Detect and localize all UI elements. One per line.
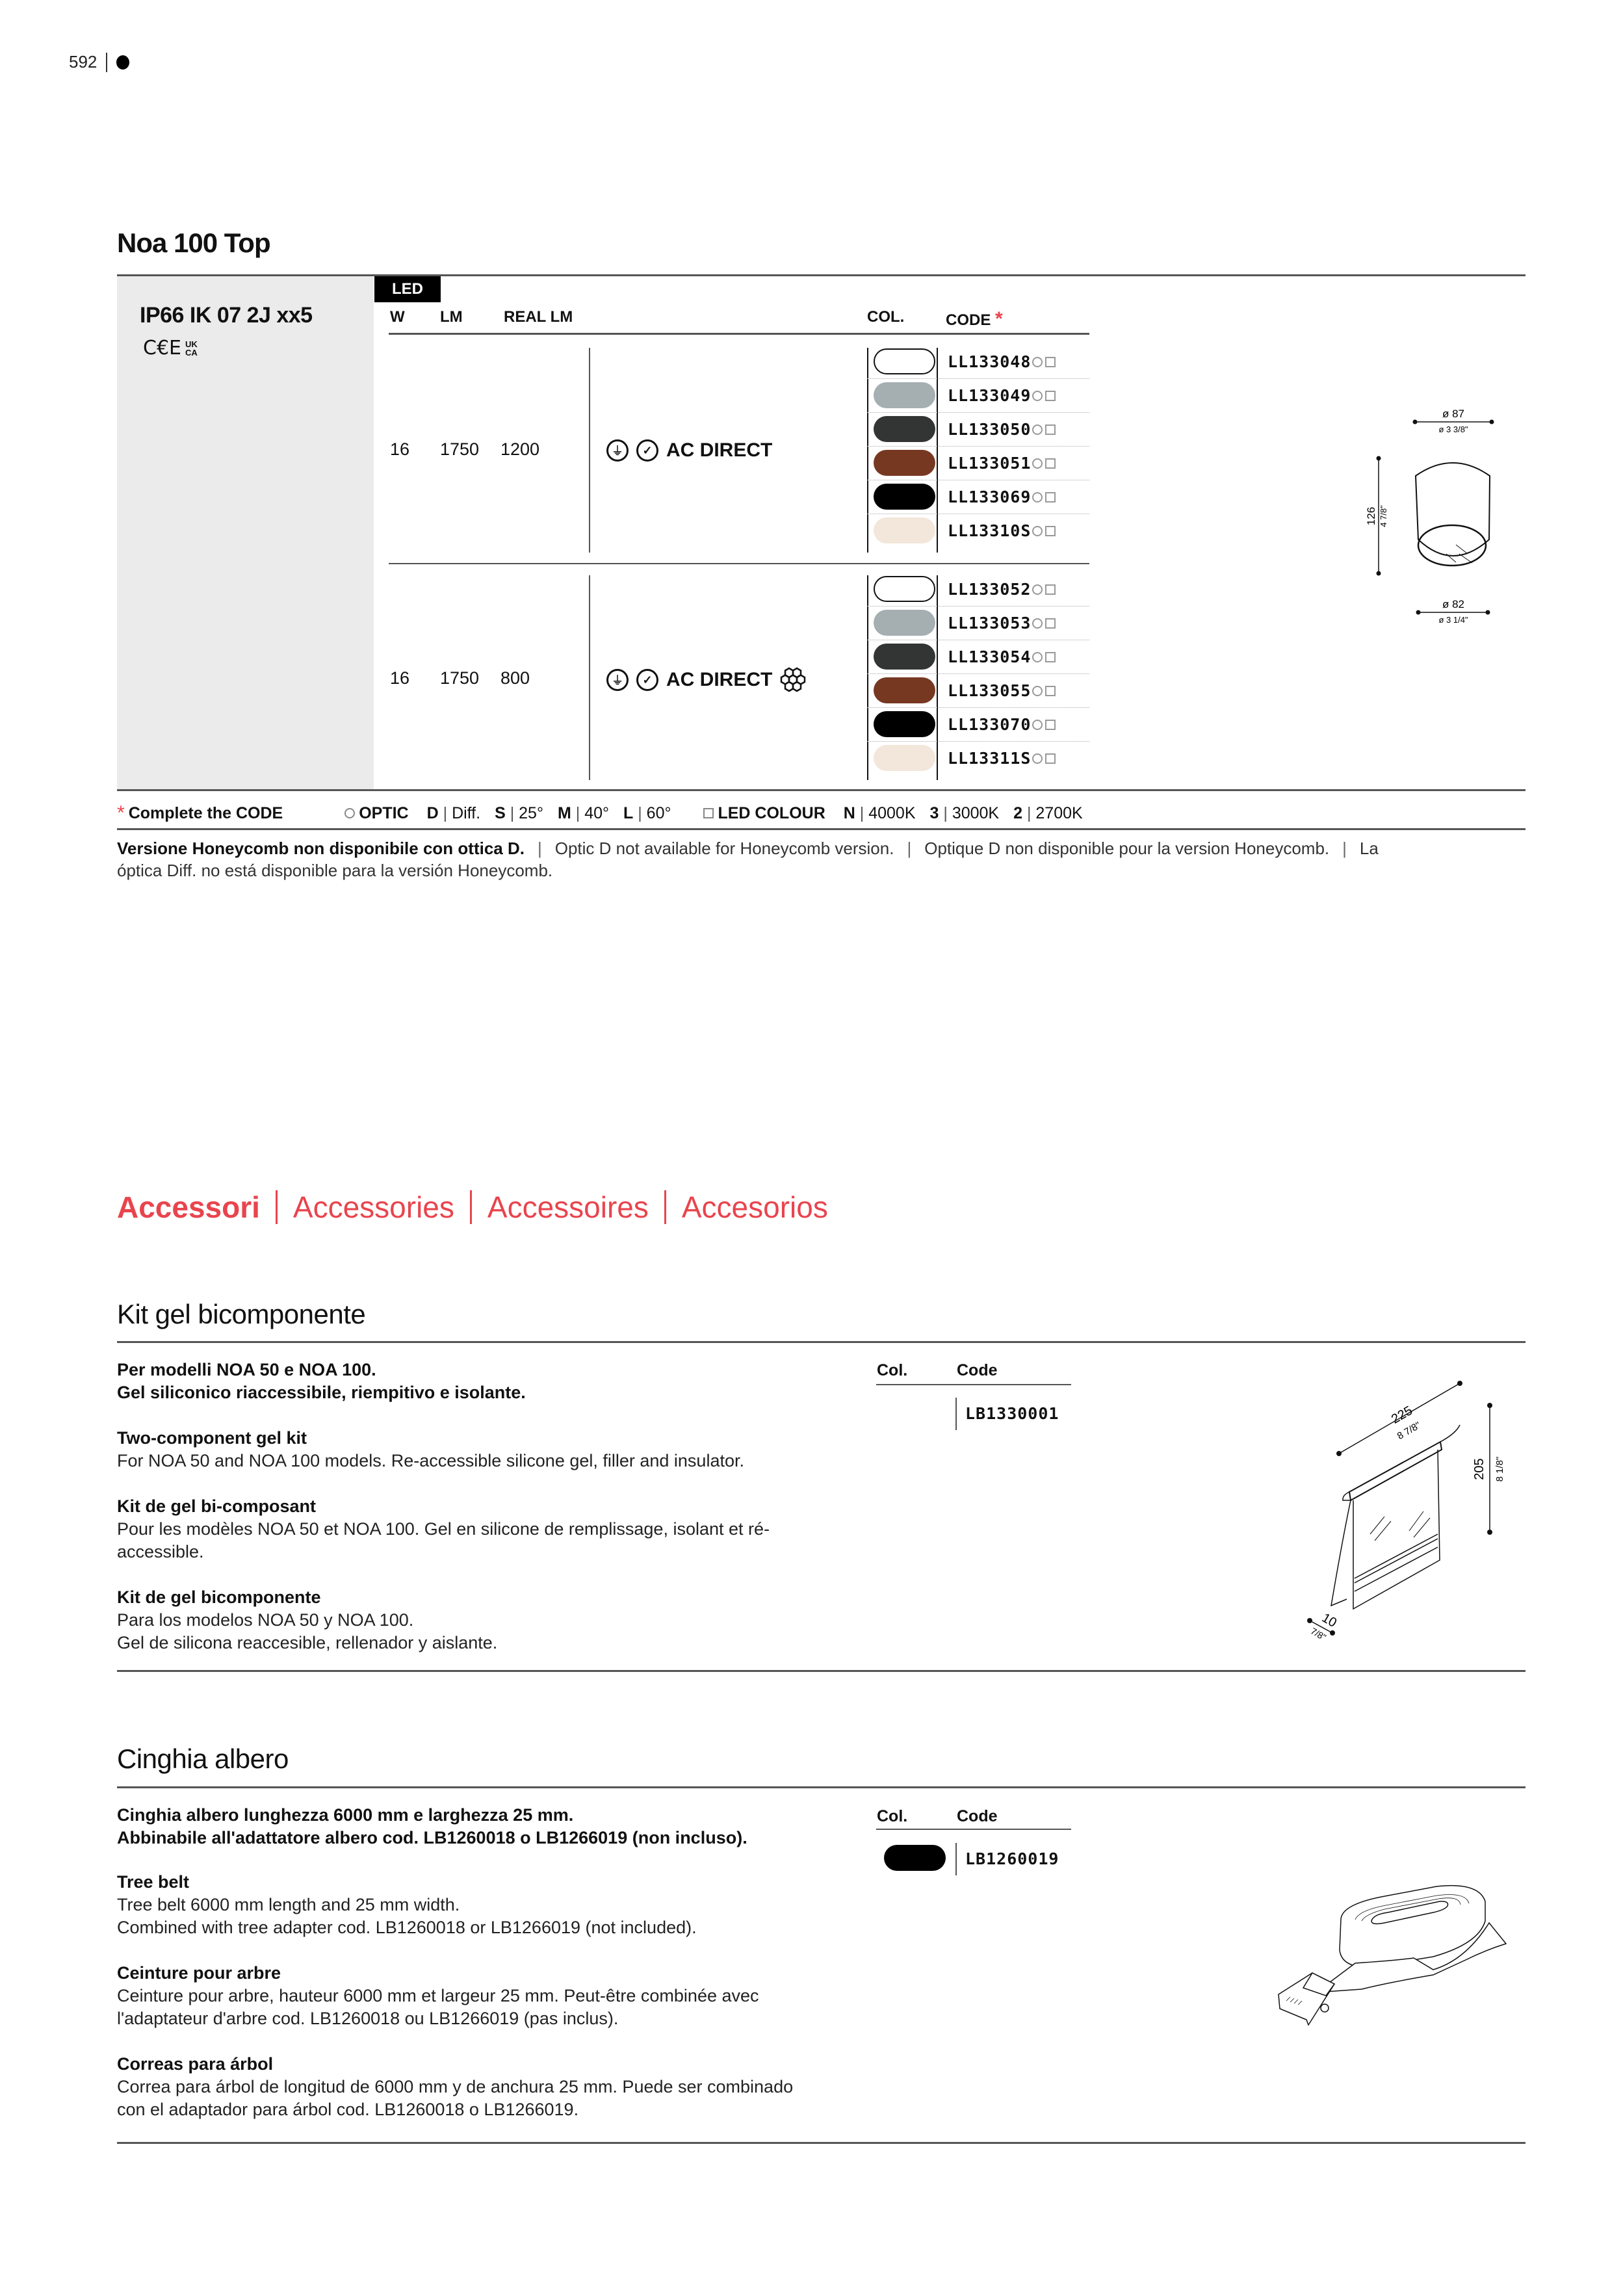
code-text: LL133069 bbox=[948, 488, 1032, 506]
accessory-description-it bbox=[117, 1804, 897, 1849]
note-it: Versione Honeycomb non disponibile con ottica D. bbox=[117, 839, 525, 858]
accessory-description-en bbox=[117, 1427, 864, 1472]
header-rule bbox=[389, 333, 1089, 335]
led-colour-placeholder-icon bbox=[1045, 720, 1056, 730]
accessory-code: LB1260019 bbox=[965, 1849, 1059, 1868]
gel-kit-drawing bbox=[1293, 1372, 1527, 1658]
separator: | bbox=[438, 803, 452, 822]
code-text: LL133051 bbox=[948, 454, 1032, 473]
optic-placeholder-icon bbox=[1032, 391, 1043, 401]
separator bbox=[276, 1190, 278, 1224]
legend-bottom-rule bbox=[117, 828, 1526, 830]
option-value: 4000K bbox=[868, 803, 916, 822]
product-dimension-drawing bbox=[1365, 403, 1560, 637]
divider bbox=[589, 348, 590, 553]
variant-code bbox=[948, 749, 1056, 768]
accessory-description-it bbox=[117, 1359, 864, 1404]
color-swatch bbox=[874, 382, 935, 408]
code-header: Code bbox=[957, 1361, 998, 1379]
table-rule bbox=[876, 1829, 1071, 1830]
led-colour-placeholder-icon bbox=[1045, 492, 1056, 502]
led-badge: LED bbox=[374, 276, 441, 302]
group1-lm: 1750 bbox=[440, 439, 480, 459]
section-rule bbox=[117, 1786, 1526, 1788]
code-text: LL13311S bbox=[948, 749, 1032, 768]
color-swatch bbox=[874, 677, 935, 703]
tree-belt-drawing bbox=[1271, 1885, 1531, 2048]
en-text: For NOA 50 and NOA 100 models. Re-accessible silicone gel, filler and insulator. bbox=[117, 1451, 744, 1470]
page-number-text: 592 bbox=[69, 52, 97, 72]
color-swatch bbox=[874, 348, 935, 374]
check-icon: ✓ bbox=[636, 669, 658, 691]
accessories-it: Accessori bbox=[117, 1190, 260, 1224]
divider bbox=[589, 575, 590, 780]
accessories-header bbox=[117, 1190, 828, 1225]
separator bbox=[470, 1190, 472, 1224]
variant-code bbox=[948, 580, 1056, 599]
row-divider bbox=[867, 673, 1089, 674]
option-key: N bbox=[843, 803, 855, 822]
accessories-fr: Accessoires bbox=[487, 1190, 649, 1224]
color-swatch bbox=[884, 1845, 946, 1871]
note-fr: Optique D non disponible pour la version Honeycomb. bbox=[924, 839, 1330, 858]
intro-line: Abbinabile all'adattatore albero cod. LB1260018 o LB1266019 (non incluso). bbox=[117, 1828, 747, 1847]
option-value: 2700K bbox=[1035, 803, 1083, 822]
page-number bbox=[69, 52, 129, 72]
col-header: Col. bbox=[877, 1807, 908, 1825]
ca-text: CA bbox=[185, 347, 198, 358]
group1-supply bbox=[606, 439, 772, 462]
dim-height-in: 4 7/8" bbox=[1379, 505, 1388, 527]
code-text: LL13310S bbox=[948, 521, 1032, 540]
accessory-title: Cinghia albero bbox=[117, 1743, 289, 1774]
dim-bottom-in: ø 3 1/4" bbox=[1438, 615, 1468, 625]
fr-text: Pour les modèles NOA 50 et NOA 100. Gel en silicone de remplissage, isolant et ré-accessible. bbox=[117, 1519, 770, 1561]
led-colour-placeholder-icon bbox=[1045, 753, 1056, 764]
led-colour-group bbox=[703, 804, 1082, 823]
es-text: Correa para árbol de longitud de 6000 mm y de anchura 25 mm. Puede ser combinado con el adaptador para árbol cod. LB1260018 o LB1266019. bbox=[117, 2077, 794, 2119]
separator bbox=[664, 1190, 666, 1224]
dim-height-in: 8 1/8" bbox=[1494, 1456, 1505, 1482]
accessory-code: LB1330001 bbox=[965, 1404, 1059, 1423]
es-text: Gel de silicona reaccesible, rellenador y aislante. bbox=[117, 1633, 498, 1652]
optic-placeholder-icon bbox=[1032, 526, 1043, 536]
intro-line: Per modelli NOA 50 e NOA 100. bbox=[117, 1360, 376, 1379]
code-header: Code bbox=[957, 1807, 998, 1825]
led-colour-placeholder-icon bbox=[1045, 526, 1056, 536]
led-colour-placeholder-icon bbox=[1045, 584, 1056, 595]
dim-height-mm: 205 bbox=[1472, 1458, 1487, 1480]
optic-placeholder-icon bbox=[1032, 357, 1043, 367]
code-header-text: CODE bbox=[946, 311, 991, 329]
required-asterisk: * bbox=[117, 802, 125, 824]
group-rule bbox=[389, 563, 1089, 564]
accessory-description-es bbox=[117, 1586, 864, 1654]
legend-option bbox=[495, 804, 543, 823]
honeycomb-note: Versione Honeycomb non disponibile con ottica D. | Optic D not available for Honeycomb version. | Optique D non disponible pour la version Honeycomb. | La óptica Diff. no está disponible para la versión Honeycomb. bbox=[117, 839, 1379, 880]
accessories-es: Accesorios bbox=[681, 1190, 828, 1224]
variant-code bbox=[948, 420, 1056, 439]
dim-top-in: ø 3 3/8" bbox=[1438, 424, 1468, 434]
product-title: Noa 100 Top bbox=[117, 228, 270, 258]
fr-text: Ceinture pour arbre, hauteur 6000 mm et largeur 25 mm. Peut-être combinée avec l'adaptateur d'arbre cod. LB1260018 ou LB1266019 (pas inclus). bbox=[117, 1986, 759, 2028]
optic-label: OPTIC bbox=[359, 803, 409, 822]
color-swatch bbox=[874, 644, 935, 670]
earth-icon: ⏚ bbox=[606, 669, 629, 691]
optic-placeholder-icon bbox=[1032, 618, 1043, 629]
dim-height-mm: 126 bbox=[1365, 506, 1377, 526]
optic-placeholder-icon bbox=[1032, 720, 1043, 730]
code-text: LL133052 bbox=[948, 580, 1032, 599]
dim-width-in: 8 7/8" bbox=[1395, 1420, 1423, 1442]
dim-bottom-mm: ø 82 bbox=[1442, 598, 1465, 610]
optic-placeholder-icon bbox=[1032, 753, 1043, 764]
section-rule bbox=[117, 1341, 1526, 1343]
legend-option bbox=[427, 804, 480, 823]
code-text: LL133054 bbox=[948, 647, 1032, 666]
ukca-mark-icon bbox=[185, 340, 198, 357]
accessories-en: Accessories bbox=[292, 1190, 454, 1224]
row-divider bbox=[867, 378, 1089, 379]
option-key: 2 bbox=[1013, 803, 1023, 822]
protection-rating: IP66 IK 07 2J xx5 bbox=[140, 303, 313, 328]
variant-code bbox=[948, 488, 1056, 506]
section-dot-icon bbox=[116, 55, 129, 70]
legend-option bbox=[844, 804, 916, 823]
led-colour-placeholder-icon bbox=[1045, 686, 1056, 696]
color-swatch bbox=[874, 484, 935, 510]
color-swatch bbox=[874, 711, 935, 737]
variant-code bbox=[948, 454, 1056, 473]
led-colour-placeholder-icon bbox=[1045, 391, 1056, 401]
color-swatch bbox=[874, 517, 935, 543]
accessory-description-fr bbox=[117, 1495, 819, 1563]
code-text: LL133049 bbox=[948, 386, 1032, 405]
variant-code bbox=[948, 614, 1056, 633]
supply-label: AC DIRECT bbox=[666, 439, 773, 461]
certifications bbox=[143, 337, 198, 359]
separator: | bbox=[633, 803, 647, 822]
col-header-code bbox=[946, 308, 1003, 330]
en-text: Combined with tree adapter cod. LB1260018 or LB1266019 (not included). bbox=[117, 1918, 697, 1937]
option-key: D bbox=[426, 803, 439, 822]
option-key: L bbox=[623, 803, 634, 822]
color-swatch bbox=[874, 576, 935, 602]
row-divider bbox=[867, 412, 1089, 413]
option-key: M bbox=[557, 803, 571, 822]
variant-code bbox=[948, 352, 1056, 371]
uk-text: UK bbox=[185, 339, 198, 349]
option-key: 3 bbox=[929, 803, 939, 822]
dim-top-mm: ø 87 bbox=[1442, 408, 1465, 420]
row-divider bbox=[867, 606, 1089, 607]
row-divider bbox=[867, 707, 1089, 708]
option-value: 3000K bbox=[952, 803, 1000, 822]
separator: | bbox=[571, 803, 585, 822]
ce-mark-icon: C€E bbox=[143, 337, 181, 359]
code-text: LL133070 bbox=[948, 715, 1032, 734]
color-swatch bbox=[874, 610, 935, 636]
divider bbox=[955, 1843, 957, 1875]
led-square-icon bbox=[703, 808, 714, 818]
supply-label: AC DIRECT bbox=[666, 669, 773, 690]
dim-width-mm: 225 bbox=[1389, 1403, 1415, 1427]
variant-code bbox=[948, 715, 1056, 734]
legend-option bbox=[1013, 804, 1083, 823]
intro-line: Gel siliconico riaccessibile, riempitivo e isolante. bbox=[117, 1383, 526, 1402]
check-icon: ✓ bbox=[636, 439, 658, 462]
required-asterisk: * bbox=[995, 308, 1003, 330]
option-key: S bbox=[495, 803, 506, 822]
optic-placeholder-icon bbox=[1032, 652, 1043, 662]
legend-option bbox=[558, 804, 609, 823]
section-rule bbox=[117, 1670, 1526, 1672]
complete-code-legend bbox=[117, 802, 1083, 824]
complete-code-label: Complete the CODE bbox=[128, 803, 283, 822]
intro-line: Cinghia albero lunghezza 6000 mm e larghezza 25 mm. bbox=[117, 1805, 574, 1825]
variant-code bbox=[948, 386, 1056, 405]
optic-placeholder-icon bbox=[1032, 584, 1043, 595]
group2-supply bbox=[606, 667, 806, 693]
variant-code bbox=[948, 647, 1056, 666]
honeycomb-icon bbox=[780, 667, 806, 693]
group1-w: 16 bbox=[390, 439, 410, 459]
legend-option bbox=[930, 804, 1000, 823]
accessory-description-en bbox=[117, 1871, 864, 1939]
col-header-col: COL. bbox=[867, 308, 905, 326]
group2-w: 16 bbox=[390, 668, 410, 688]
led-colour-placeholder-icon bbox=[1045, 652, 1056, 662]
color-swatch bbox=[874, 416, 935, 442]
en-text: Tree belt 6000 mm length and 25 mm width. bbox=[117, 1895, 460, 1914]
led-colour-placeholder-icon bbox=[1045, 458, 1056, 469]
group2-lm: 1750 bbox=[440, 668, 480, 688]
es-text: Para los modelos NOA 50 y NOA 100. bbox=[117, 1610, 414, 1630]
note-en: Optic D not available for Honeycomb version. bbox=[554, 839, 894, 858]
optic-placeholder-icon bbox=[1032, 458, 1043, 469]
dim-depth-mm: 10 bbox=[1319, 1610, 1340, 1630]
table-rule bbox=[876, 1384, 1071, 1385]
separator bbox=[106, 53, 107, 72]
earth-icon: ⏚ bbox=[606, 439, 629, 462]
fr-title: Kit de gel bi-composant bbox=[117, 1496, 317, 1516]
accessory-title: Kit gel bicomponente bbox=[117, 1299, 366, 1329]
option-value: 40° bbox=[584, 803, 609, 822]
accessory-description-es bbox=[117, 2053, 799, 2121]
variant-code bbox=[948, 521, 1056, 540]
row-divider bbox=[867, 741, 1089, 742]
col-header-lm: LM bbox=[440, 308, 463, 326]
fr-title: Ceinture pour arbre bbox=[117, 1963, 281, 1983]
dim-depth-in: 7/8" bbox=[1308, 1625, 1329, 1643]
note-es: La óptica Diff. no está disponible para la versión Honeycomb. bbox=[117, 839, 1379, 880]
optic-placeholder-icon bbox=[1032, 424, 1043, 435]
variant-code bbox=[948, 681, 1056, 700]
group2-real-lm: 800 bbox=[500, 668, 530, 688]
group1-real-lm: 1200 bbox=[500, 439, 540, 459]
code-text: LL133055 bbox=[948, 681, 1032, 700]
code-text: LL133053 bbox=[948, 614, 1032, 633]
color-swatch bbox=[874, 745, 935, 771]
option-value: 60° bbox=[646, 803, 671, 822]
led-colour-placeholder-icon bbox=[1045, 357, 1056, 367]
section-rule bbox=[117, 2142, 1526, 2144]
legend-option bbox=[623, 804, 671, 823]
col-header-real-lm: REAL LM bbox=[504, 308, 573, 326]
option-value: 25° bbox=[519, 803, 543, 822]
legend-top-rule bbox=[117, 789, 1526, 791]
accessory-description-fr bbox=[117, 1962, 806, 2030]
col-header-w: W bbox=[390, 308, 405, 326]
code-text: LL133048 bbox=[948, 352, 1032, 371]
led-colour-placeholder-icon bbox=[1045, 424, 1056, 435]
es-title: Correas para árbol bbox=[117, 2054, 274, 2074]
color-swatch bbox=[874, 450, 935, 476]
led-colour-label: LED COLOUR bbox=[718, 803, 825, 822]
separator: | bbox=[939, 803, 952, 822]
en-title: Two-component gel kit bbox=[117, 1428, 307, 1448]
row-divider bbox=[867, 446, 1089, 447]
separator: | bbox=[1022, 803, 1036, 822]
optic-placeholder-icon bbox=[1032, 686, 1043, 696]
separator: | bbox=[505, 803, 519, 822]
col-header: Col. bbox=[877, 1361, 908, 1379]
divider bbox=[955, 1398, 957, 1430]
separator: | bbox=[855, 803, 869, 822]
led-colour-placeholder-icon bbox=[1045, 618, 1056, 629]
option-value: Diff. bbox=[452, 803, 481, 822]
optic-group bbox=[344, 804, 671, 823]
optic-circle-icon bbox=[344, 808, 355, 818]
code-text: LL133050 bbox=[948, 420, 1032, 439]
es-title: Kit de gel bicomponente bbox=[117, 1587, 321, 1607]
en-title: Tree belt bbox=[117, 1872, 190, 1892]
optic-placeholder-icon bbox=[1032, 492, 1043, 502]
